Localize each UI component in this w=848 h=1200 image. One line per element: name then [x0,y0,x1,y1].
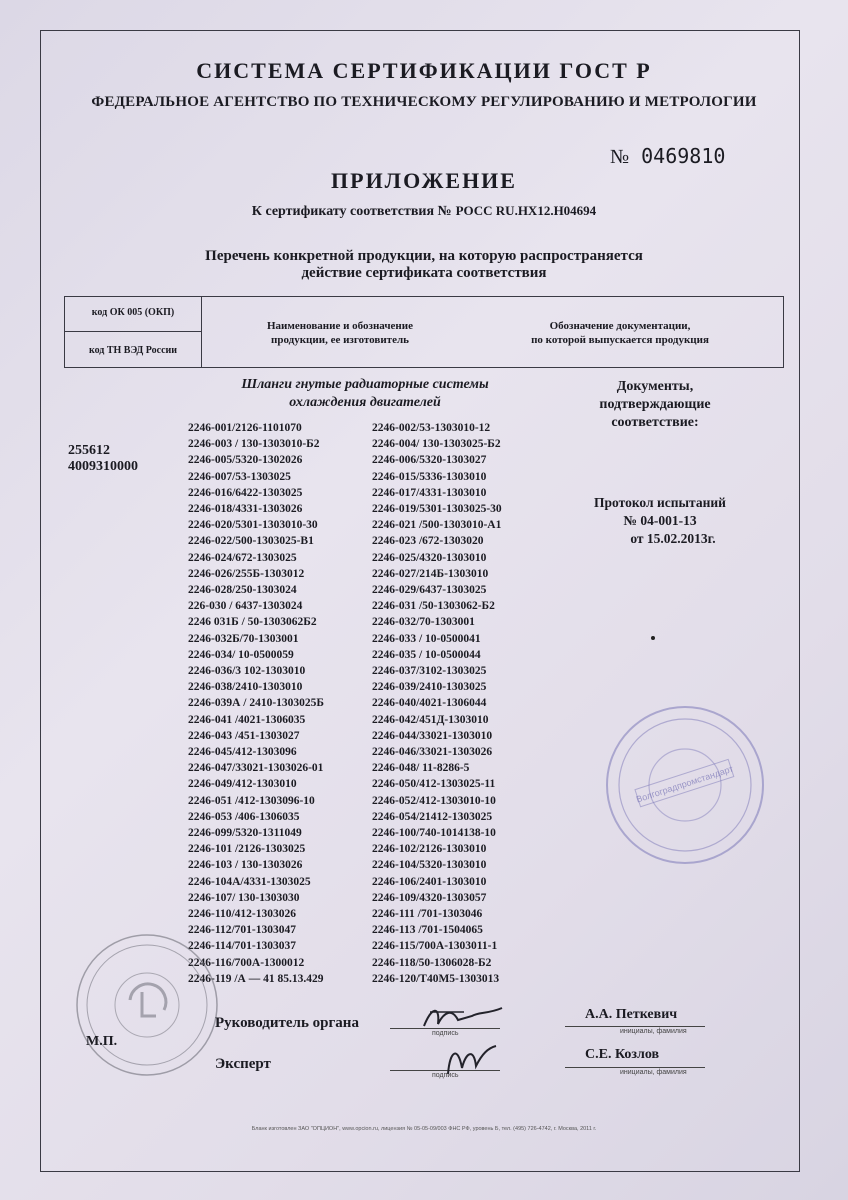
part-number: 2246-039/2410-1303025 [372,681,487,694]
hint-signature-head: подпись [432,1030,459,1037]
part-number: 226-030 / 6437-1303024 [188,600,303,613]
part-number: 2246-002/53-1303010-12 [372,422,491,434]
parts-list-right [372,422,572,992]
system-title: СИСТЕМА СЕРТИФИКАЦИИ ГОСТ Р [196,58,652,83]
part-number: 2246-040/4021-1306044 [372,697,487,710]
certificate-reference [0,203,848,220]
print-footer: Бланк изготовлен ЗАО "ОПЦИОН", www.opcion.ru, лицензия № 05-05-09/003 ФНС РФ, уровень Б, тел. (495) 726-4742, г. Москва, 2011 г. [251,1126,597,1132]
name-column-header [215,319,465,347]
documents-title-line2: подтверждающие [599,397,711,412]
part-number: 2246-103 / 130-1303026 [188,859,303,872]
page-title: ПРИЛОЖЕНИЕ [331,168,517,193]
part-number: 2246-045/412-1303096 [188,746,297,758]
form-number [610,144,725,169]
part-number: 2246-115/700А-1303011-1 [372,940,498,953]
stamp-right-text: Волгоградпромстандарт [634,763,735,805]
part-number: 2246-109/4320-1303057 [372,891,487,904]
signature-role-head: Руководитель органа [215,1015,359,1031]
product-title-line2: охлаждения двигателей [289,395,441,410]
cert-ref-label: К сертификату соответствия № [251,204,452,219]
part-number: 2246-044/33021-1303010 [372,729,493,742]
part-number: 2246-038/2410-1303010 [188,681,303,694]
hint-signature-expert: подпись [432,1072,459,1079]
protocol-date: от 15.02.2013г. [630,531,716,546]
part-number: 2246-119 /А — 41 85.13.429 [188,972,324,985]
part-number: 2246-006/5320-1303027 [372,454,487,467]
signature-head-icon [418,1002,508,1036]
name-header-line2: продукции, ее изготовитель [271,334,409,346]
part-number: 2246-017/4331-1303010 [372,486,487,499]
part-number: 2246-025/4320-1303010 [372,551,487,564]
part-number: 2246-001/2126-1101070 [188,422,302,434]
part-number: 2246-034/ 10-0500059 [188,648,294,661]
name-header-line1: Наименование и обозначение [267,320,413,332]
part-number: 2246-019/5301-1303025-30 [372,503,502,515]
list-title-line2: действие сертификата соответствия [301,265,547,281]
doc-column-header [485,319,755,347]
name-line-head [565,1026,705,1027]
code-column [65,297,202,367]
part-number: 2246-004/ 130-1303025-Б2 [372,438,501,451]
signature-role-expert: Эксперт [215,1056,271,1072]
part-number: 2246-120/Т40М5-1303013 [372,972,500,985]
part-number: 2246-027/214Б-1303010 [372,567,489,580]
part-number: 2246-046/33021-1303026 [372,746,493,758]
round-seal-left-icon [72,930,222,1080]
documents-title-line3: соответствие: [611,415,699,430]
okp-code: 255612 [68,443,110,458]
signature-name-head: А.А. Петкевич [585,1007,678,1022]
part-number: 2246-029/6437-1303025 [372,584,487,596]
part-number: 2246-118/50-1306028-Б2 [372,956,492,969]
part-number: 2246-041 /4021-1306035 [188,713,306,726]
part-number: 2246-053 /406-1306035 [188,810,300,823]
agency-title: ФЕДЕРАЛЬНОЕ АГЕНТСТВО ПО ТЕХНИЧЕСКОМУ РЕГУЛИРОВАНИЮ И МЕТРОЛОГИИ [91,94,757,110]
part-number: 2246-035 / 10-0500044 [372,648,481,661]
round-stamp-right-icon [600,700,770,870]
tn-code: 4009310000 [68,459,138,474]
ink-dot [651,636,655,640]
cert-ref-number: РОСС RU.НХ12.Н04694 [455,203,597,218]
part-number: 2246-023 /672-1303020 [372,535,484,548]
code-divider [65,331,201,332]
part-number: 2246-007/53-1303025 [188,470,291,483]
part-number: 2246-112/701-1303047 [188,924,296,937]
part-number: 2246-113 /701-1504065 [372,924,483,937]
hint-initials-head: инициалы, фамилия [620,1028,687,1035]
part-number: 2246-111 /701-1303046 [372,908,483,920]
part-number: 2246 031Б / 50-1303062Б2 [188,616,317,629]
part-number: 2246-054/21412-1303025 [372,810,493,823]
product-codes [68,443,138,475]
part-number: 2246-032Б/70-1303001 [188,632,299,645]
name-line-expert [565,1067,705,1068]
part-number: 2246-022/500-1303025-В1 [188,535,314,548]
doc-header-line1: Обозначение документации, [549,320,691,332]
protocol-line1: Протокол испытаний [594,495,726,510]
part-number: 2246-018/4331-1303026 [188,503,303,515]
part-number: 2246-003 / 130-1303010-Б2 [188,438,320,451]
part-number: 2246-028/250-1303024 [188,584,297,596]
list-title-line1: Перечень конкретной продукции, на которую распространяется [205,248,643,264]
doc-header-line2: по которой выпускается продукция [531,334,709,346]
part-number: 2246-099/5320-1311049 [188,827,302,839]
number-sign: № [610,146,630,168]
part-number: 2246-107/ 130-1303030 [188,891,300,904]
signature-name-expert: С.Е. Козлов [585,1047,660,1062]
parts-list-left [188,422,368,992]
part-number: 2246-016/6422-1303025 [188,486,303,499]
part-number: 2246-026/255Б-1303012 [188,567,305,580]
part-number: 2246-110/412-1303026 [188,908,296,920]
part-number: 2246-116/700А-1300012 [188,956,305,969]
documents-title [570,378,740,432]
part-number: 2246-037/3102-1303025 [372,665,487,677]
part-number: 2246-015/5336-1303010 [372,470,487,483]
part-number: 2246-049/412-1303010 [188,778,297,791]
hint-initials-expert: инициалы, фамилия [620,1069,687,1076]
part-number: 2246-101 /2126-1303025 [188,843,306,856]
signature-expert-icon [440,1040,500,1080]
list-title [0,248,848,282]
part-number: 2246-051 /412-1303096-10 [188,794,315,807]
protocol-number: № 04-001-13 [623,513,697,528]
part-number: 2246-047/33021-1303026-01 [188,762,324,775]
product-title-line1: Шланги гнутые радиаторные системы [241,377,489,392]
part-number: 2246-100/740-1014138-10 [372,827,496,839]
documents-title-line1: Документы, [616,379,694,394]
part-number: 2246-021 /500-1303010-А1 [372,519,502,532]
part-number: 2246-005/5320-1302026 [188,454,303,467]
part-number: 2246-033 / 10-0500041 [372,632,481,645]
part-number: 2246-039А / 2410-1303025Б [188,697,325,710]
product-title [200,376,530,412]
part-number: 2246-042/451Д-1303010 [372,713,489,726]
form-number-value: 0469810 [641,144,726,168]
part-number: 2246-031 /50-1303062-Б2 [372,600,495,613]
part-number: 2246-020/5301-1303010-30 [188,519,318,532]
part-number: 2246-043 /451-1303027 [188,729,300,742]
part-number: 2246-032/70-1303001 [372,616,475,629]
part-number: 2246-102/2126-1303010 [372,843,487,856]
header-table [64,296,784,368]
code-okp-header: код ОК 005 (ОКП) [91,307,175,318]
part-number: 2246-050/412-1303025-11 [372,778,496,791]
part-number: 2246-048/ 11-8286-5 [372,762,470,775]
part-number: 2246-104А/4331-1303025 [188,875,311,888]
part-number: 2246-104/5320-1303010 [372,859,487,872]
mp-label: М.П. [86,1034,118,1049]
part-number: 2246-036/3 102-1303010 [188,665,306,677]
test-protocol [560,494,760,548]
part-number: 2246-106/2401-1303010 [372,875,487,888]
part-number: 2246-052/412-1303010-10 [372,794,496,807]
part-number: 2246-024/672-1303025 [188,551,297,564]
code-tn-header: код ТН ВЭД России [88,345,178,356]
part-number: 2246-114/701-1303037 [188,940,296,953]
